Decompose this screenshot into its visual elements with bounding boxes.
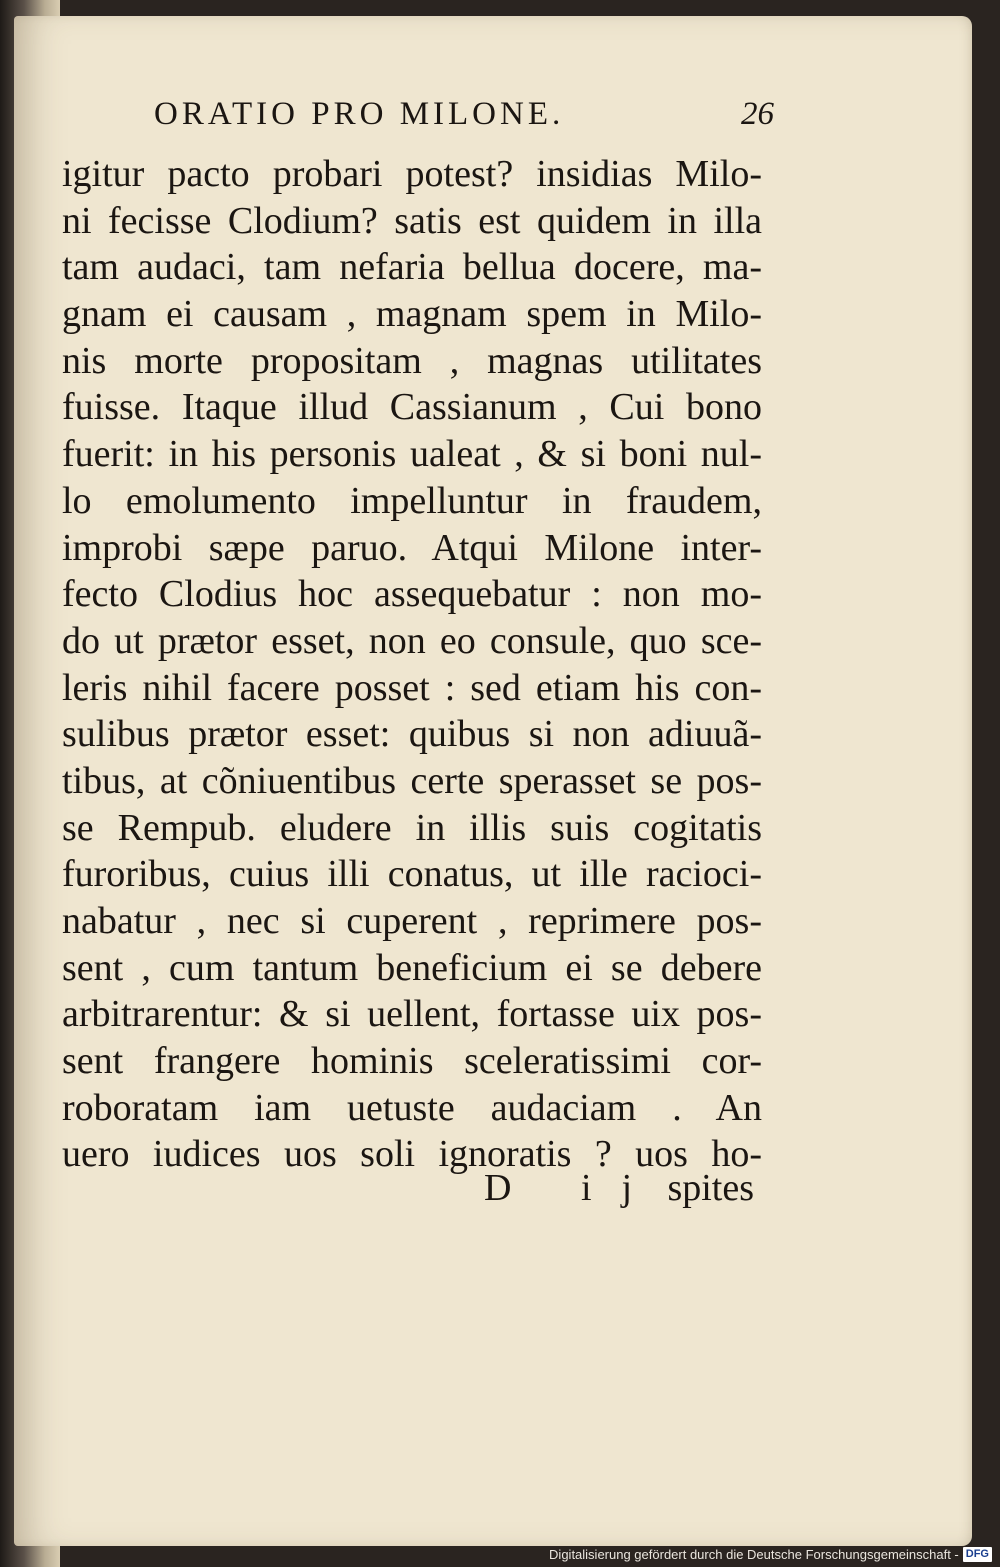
text-line: se Rempub. eludere in illis suis cogitatis <box>62 806 762 849</box>
text-line: igitur pacto probari potest? insidias Milo- <box>62 153 762 195</box>
signature-mark: D ij <box>484 1167 663 1209</box>
text-line: fecto Clodius hoc assequebatur : non mo- <box>62 573 762 616</box>
digitization-credit <box>549 1543 992 1565</box>
text-line: do ut prætor esset, non eo consule, quo sce- <box>62 619 762 662</box>
text-line: lo emolumento impelluntur in fraudem, <box>62 479 762 522</box>
text-line: sulibus prætor esset: quibus si non adiuuã- <box>62 713 762 756</box>
dfg-logo: DFG <box>963 1547 992 1562</box>
text-line: roboratam iam uetuste audaciam . An <box>62 1086 762 1129</box>
text-line: arbitrarentur: & si uellent, fortasse uix pos- <box>62 993 762 1036</box>
text-line: sent , cum tantum beneficium ei se debere <box>62 946 762 989</box>
text-line: gnam ei causam , magnam spem in Milo- <box>62 293 762 336</box>
running-title: ORATIO PRO MILONE. <box>154 96 565 132</box>
text-line: nis morte propositam , magnas utilitates <box>62 339 762 382</box>
text-line: tibus, at cõniuentibus certe sperasset se pos- <box>62 759 762 802</box>
credit-text: Digitalisierung gefördert durch die Deutsche Forschungsgemeinschaft - <box>549 1546 959 1562</box>
text-line: leris nihil facere posset : sed etiam his con- <box>62 666 762 709</box>
text-line: sent frangere hominis sceleratissimi cor- <box>62 1040 762 1083</box>
text-line: tam audaci, tam nefaria bellua docere, ma- <box>62 246 762 289</box>
text-line: uero iudices uos soli ignoratis ? uos ho- <box>62 1133 762 1176</box>
text-line: improbi sæpe paruo. Atqui Milone inter- <box>62 526 762 569</box>
folio-number: 26 <box>741 96 774 132</box>
running-head <box>154 96 774 140</box>
text-line: nabatur , nec si cuperent , reprimere pos- <box>62 900 762 942</box>
catch-line <box>474 1166 754 1216</box>
catchword: spites <box>667 1167 754 1209</box>
text-line: fuerit: in his personis ualeat , & si boni nul- <box>62 433 762 476</box>
text-block <box>62 151 762 1178</box>
text-line: fuisse. Itaque illud Cassianum , Cui bono <box>62 386 762 429</box>
text-line: furoribus, cuius illi conatus, ut ille racioci- <box>62 853 762 896</box>
text-line: ni fecisse Clodium? satis est quidem in illa <box>62 199 762 242</box>
book-page <box>14 16 972 1546</box>
